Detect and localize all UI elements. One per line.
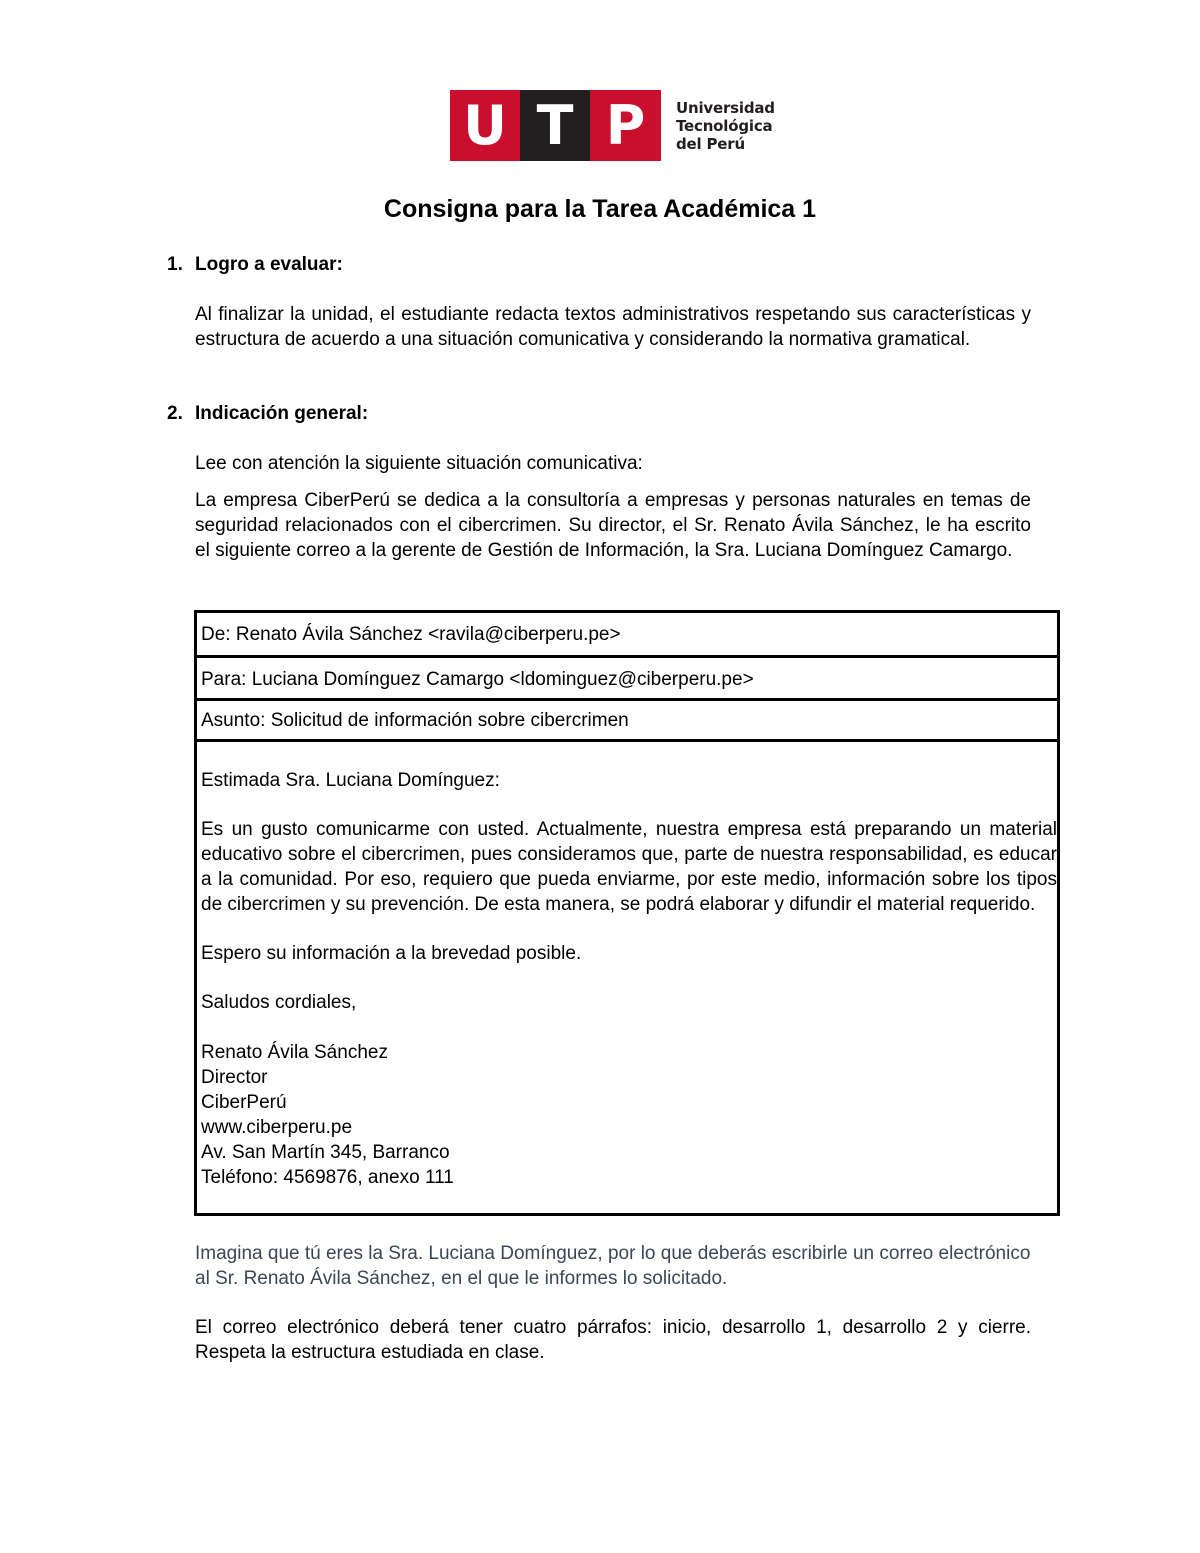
email-body-paragraph: Espero su información a la brevedad posible. bbox=[201, 943, 582, 964]
signature-address: Av. San Martín 345, Barranco bbox=[201, 1142, 450, 1163]
section-1-title: Logro a evaluar: bbox=[195, 254, 343, 275]
instruction-structure: El correo electrónico deberá tener cuatro párrafos: inicio, desarrollo 1, desarrollo 2 y cierre. Respeta la estructura estudiada en clase. bbox=[195, 1317, 1031, 1363]
section-2-heading bbox=[167, 402, 368, 426]
utp-logo-mark bbox=[450, 90, 661, 161]
signature-role: Director bbox=[201, 1067, 268, 1088]
signature-website: www.ciberperu.pe bbox=[201, 1117, 353, 1138]
instruction-imagine: Imagina que tú eres la Sra. Luciana Domínguez, por lo que deberás escribirle un correo electrónico al Sr. Renato Ávila Sánchez, en el que le informes lo solicitado. bbox=[195, 1243, 1031, 1289]
email-closing: Saludos cordiales, bbox=[201, 992, 357, 1013]
signature-name: Renato Ávila Sánchez bbox=[201, 1042, 388, 1063]
section-2-intro: Lee con atención la siguiente situación comunicativa: bbox=[195, 453, 643, 474]
email-body bbox=[197, 743, 1057, 1213]
utp-logo bbox=[450, 90, 775, 161]
document-title: Consigna para la Tarea Académica 1 bbox=[383, 195, 817, 223]
signature-phone: Teléfono: 4569876, anexo 111 bbox=[201, 1167, 454, 1188]
section-2-title: Indicación general: bbox=[195, 403, 369, 424]
section-1-number: 1. bbox=[167, 254, 183, 275]
section-2-number: 2. bbox=[167, 403, 183, 424]
email-separator bbox=[197, 655, 1057, 658]
university-name bbox=[676, 99, 775, 153]
email-signature bbox=[201, 1040, 1057, 1190]
email-table bbox=[194, 610, 1060, 1216]
logo-letter-t: T bbox=[520, 90, 590, 161]
email-body-paragraph: Es un gusto comunicarme con usted. Actualmente, nuestra empresa está preparando un material educativo sobre el cibercrimen, pues consideramos que, parte de nuestra responsabilidad, es educar a la comunidad. Por eso, requiero que pueda enviarme, por este medio, información sobre los tipos de cibercrimen y su prevención. De esta manera, se podrá elaborar y difundir el material requerido. bbox=[201, 819, 1057, 915]
university-name-line-3: del Perú bbox=[676, 134, 745, 153]
email-to: Para: Luciana Domínguez Camargo <ldominguez@ciberperu.pe> bbox=[201, 669, 754, 690]
email-subject: Asunto: Solicitud de información sobre cibercrimen bbox=[201, 710, 629, 731]
email-greeting: Estimada Sra. Luciana Domínguez: bbox=[201, 770, 500, 791]
logo-letter-p: P bbox=[590, 90, 661, 161]
logo-letter-u: U bbox=[450, 90, 520, 161]
email-from: De: Renato Ávila Sánchez <ravila@ciberperu.pe> bbox=[201, 624, 621, 645]
university-name-line-2: Tecnológica bbox=[676, 116, 773, 135]
email-separator bbox=[197, 698, 1057, 701]
section-1-paragraph: Al finalizar la unidad, el estudiante redacta textos administrativos respetando sus características y estructura de acuerdo a una situación comunicativa y considerando la normativa gramatical. bbox=[195, 304, 1031, 350]
section-1-heading bbox=[167, 253, 343, 277]
email-separator bbox=[197, 739, 1057, 742]
section-2-situation: La empresa CiberPerú se dedica a la consultoría a empresas y personas naturales en temas de seguridad relacionados con el cibercrimen. Su director, el Sr. Renato Ávila Sánchez, le ha escrito el siguiente correo a la gerente de Gestión de Información, la Sra. Luciana Domínguez Camargo. bbox=[195, 490, 1031, 561]
university-name-line-1: Universidad bbox=[676, 98, 775, 117]
signature-company: CiberPerú bbox=[201, 1092, 287, 1113]
